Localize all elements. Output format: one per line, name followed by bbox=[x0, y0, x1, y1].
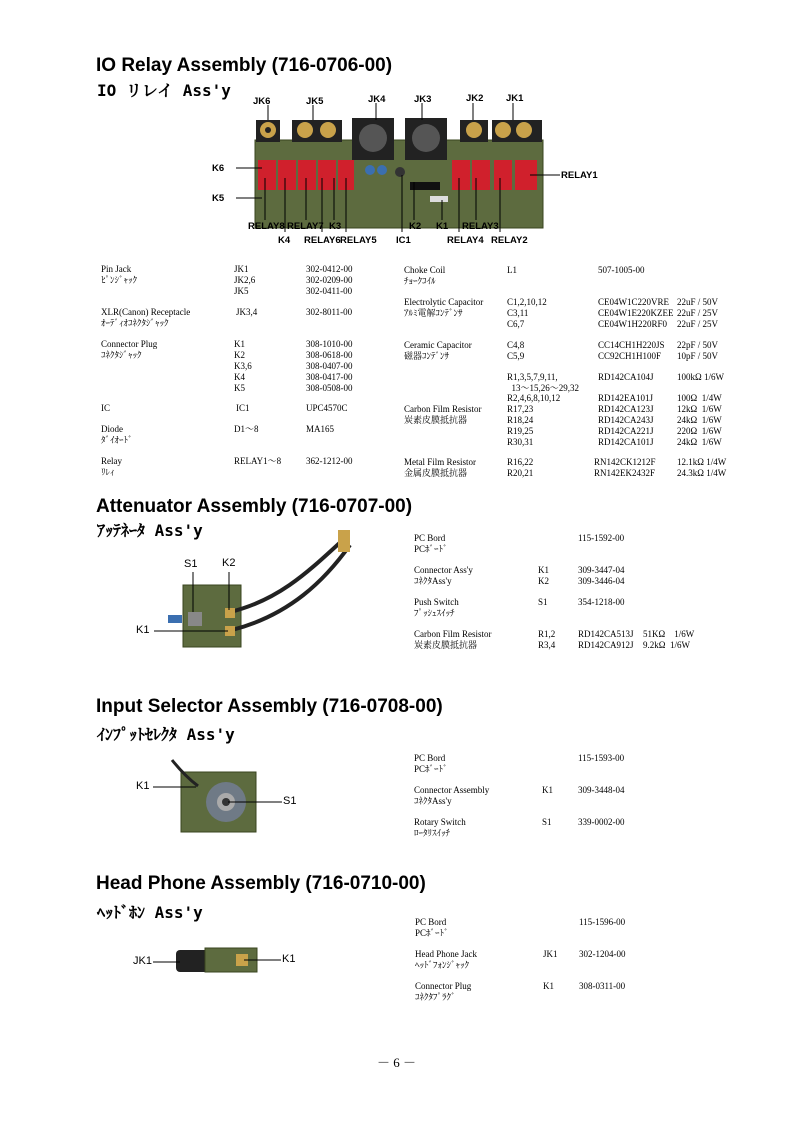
label-relay3: RELAY3 bbox=[462, 221, 499, 232]
label-relay1: RELAY1 bbox=[561, 170, 598, 181]
parts-number: RD142CA513J RD142CA912J bbox=[578, 629, 634, 650]
parts-value: 22pF / 50V 10pF / 50V bbox=[677, 340, 719, 361]
headphone-title: Head Phone Assembly (716-0710-00) bbox=[96, 873, 426, 894]
parts-number: 302-8011-00 bbox=[306, 307, 353, 317]
parts-name: IC bbox=[101, 403, 110, 413]
label-relay7: RELAY7 bbox=[287, 221, 324, 232]
parts-number: 339-0002-00 bbox=[578, 817, 625, 827]
label-k3: K3 bbox=[329, 221, 342, 232]
parts-ref: R1,3,5,7,9,11, 13～15,26～29,32 bbox=[507, 372, 580, 393]
parts-name: Choke Coil ﾁｮｰｸｺｲﾙ bbox=[404, 265, 446, 286]
parts-ref: K1 K2 K3,6 K4 K5 bbox=[234, 339, 252, 393]
parts-name: XLR(Canon) Receptacle ｵｰﾃﾞｨｵｺﾈｸﾀｼﾞｬｯｸ bbox=[101, 307, 191, 328]
parts-name: Rotary Switch ﾛｰﾀﾘｽｲｯﾁ bbox=[414, 817, 466, 838]
page-number: － 6 － bbox=[376, 1055, 416, 1070]
label-jk3: JK3 bbox=[414, 94, 432, 105]
parts-ref: C4,8 C5,9 bbox=[507, 340, 525, 361]
parts-number: 308-1010-00 308-0618-00 308-0407-00 308-0417-00 308-0508-00 bbox=[306, 339, 353, 393]
parts-ref: K1 bbox=[543, 981, 554, 991]
parts-ref: R16,22 R20,21 bbox=[507, 457, 534, 478]
parts-ref: S1 bbox=[538, 597, 548, 607]
label-jk2: JK2 bbox=[466, 93, 484, 104]
parts-value: 12.1kΩ 1/4W 24.3kΩ 1/4W bbox=[677, 457, 727, 478]
label-jk4: JK4 bbox=[368, 94, 386, 105]
parts-number: 308-0311-00 bbox=[579, 981, 626, 991]
parts-name: Carbon Film Resistor 炭素皮膜抵抗器 bbox=[404, 404, 482, 425]
parts-ref: S1 bbox=[542, 817, 552, 827]
label-k2: K2 bbox=[409, 221, 422, 232]
parts-ref: IC1 bbox=[236, 403, 250, 413]
parts-number: 309-3447-04 309-3446-04 bbox=[578, 565, 625, 586]
parts-ref: R1,2 R3,4 bbox=[538, 629, 556, 650]
parts-number: UPC4570C bbox=[306, 403, 348, 413]
parts-name: PC Bord PCﾎﾞｰﾄﾞ bbox=[414, 533, 448, 554]
label-relay8: RELAY8 bbox=[248, 221, 285, 232]
parts-name: Head Phone Jack ﾍｯﾄﾞﾌｫﾝｼﾞｬｯｸ bbox=[415, 949, 477, 970]
parts-name: Carbon Film Resistor 炭素皮膜抵抗器 bbox=[414, 629, 492, 650]
attenuator-subtitle: ｱｯﾃﾈｰﾀ Ass'y bbox=[97, 521, 203, 540]
parts-number: 354-1218-00 bbox=[578, 597, 625, 607]
parts-ref: R2,4,6,8,10,12 R17,23 R18,24 R19,25 R30,31 bbox=[507, 393, 561, 447]
parts-name: PC Bord PCﾎﾞｰﾄﾞ bbox=[414, 753, 448, 774]
label-s1: S1 bbox=[283, 795, 297, 807]
parts-value: 51KΩ 1/6W 9.2kΩ 1/6W bbox=[643, 629, 695, 650]
selector-title: Input Selector Assembly (716-0708-00) bbox=[96, 696, 443, 717]
parts-number: MA165 bbox=[306, 424, 335, 434]
parts-number: 507-1005-00 bbox=[598, 265, 645, 275]
parts-number: 302-1204-00 bbox=[579, 949, 626, 959]
parts-name: Connector Ass'y ｺﾈｸﾀAss'y bbox=[414, 565, 473, 586]
label-s1: S1 bbox=[184, 558, 198, 570]
parts-number: 115-1593-00 bbox=[578, 753, 625, 763]
parts-number: RN142CK1212F RN142EK2432F bbox=[594, 457, 656, 478]
parts-number: 115-1592-00 bbox=[578, 533, 625, 543]
label-relay5: RELAY5 bbox=[340, 235, 377, 246]
parts-number: RD142EA101J RD142CA123J RD142CA243J RD142CA221J RD142CA101J bbox=[598, 393, 654, 447]
parts-name: Push Switch ﾌﾟｯｼｭｽｲｯﾁ bbox=[414, 597, 459, 618]
parts-number: 115-1596-00 bbox=[579, 917, 626, 927]
label-k1: K1 bbox=[282, 953, 296, 965]
parts-ref: JK1 JK2,6 JK5 bbox=[234, 264, 256, 296]
headphone-subtitle: ﾍｯﾄﾞﾎﾝ Ass'y bbox=[97, 903, 203, 922]
parts-number: RD142CA104J bbox=[598, 372, 654, 382]
label-relay2: RELAY2 bbox=[491, 235, 528, 246]
label-k4: K4 bbox=[278, 235, 291, 246]
label-jk1: JK1 bbox=[506, 93, 524, 104]
parts-ref: C1,2,10,12 C3,11 C6,7 bbox=[507, 297, 547, 329]
label-k1: K1 bbox=[436, 221, 449, 232]
parts-ref: RELAY1～8 bbox=[234, 456, 282, 466]
label-jk5: JK5 bbox=[306, 96, 324, 107]
label-ic1: IC1 bbox=[396, 235, 411, 246]
parts-value: 100Ω 1/4W 12kΩ 1/6W 24kΩ 1/6W 220Ω 1/6W 24kΩ 1/6W bbox=[677, 393, 722, 447]
parts-number: 362-1212-00 bbox=[306, 456, 353, 466]
label-relay4: RELAY4 bbox=[447, 235, 484, 246]
parts-number: 309-3448-04 bbox=[578, 785, 625, 795]
relay-title: IO Relay Assembly (716-0706-00) bbox=[96, 55, 393, 76]
selector-subtitle: ｲﾝﾌﾟｯﾄｾﾚｸﾀ Ass'y bbox=[97, 725, 235, 744]
parts-name: PC Bord PCﾎﾞｰﾄﾞ bbox=[415, 917, 449, 938]
label-jk1: JK1 bbox=[133, 955, 152, 967]
parts-name: Relay ﾘﾚｨ bbox=[101, 456, 122, 477]
attenuator-title: Attenuator Assembly (716-0707-00) bbox=[96, 496, 413, 517]
label-relay6: RELAY6 bbox=[304, 235, 341, 246]
label-k1: K1 bbox=[136, 780, 150, 792]
parts-value: 100kΩ 1/6W bbox=[677, 372, 724, 382]
parts-name: Connector Plug ｺﾈｸﾀｼﾞｬｯｸ bbox=[101, 339, 158, 360]
parts-ref: K1 K2 bbox=[538, 565, 549, 586]
parts-name: Ceramic Capacitor 磁器ｺﾝﾃﾞﾝｻ bbox=[404, 340, 472, 361]
parts-ref: JK3,4 bbox=[236, 307, 258, 317]
parts-number: CC14CH1H220JS CC92CH1H100F bbox=[598, 340, 665, 361]
parts-name: Diode ﾀﾞｲｵｰﾄﾞ bbox=[101, 424, 133, 445]
relay-subtitle: IO リレイ Ass'y bbox=[97, 81, 231, 100]
label-k6: K6 bbox=[212, 163, 225, 174]
parts-name: Metal Film Resistor 金属皮膜抵抗器 bbox=[404, 457, 476, 478]
parts-name: Connector Assembly ｺﾈｸﾀAss'y bbox=[414, 785, 490, 806]
parts-ref: K1 bbox=[542, 785, 553, 795]
parts-value: 22uF / 50V 22uF / 25V 22uF / 25V bbox=[677, 297, 719, 329]
parts-name: Connector Plug ｺﾈｸﾀﾌﾟﾗｸﾞ bbox=[415, 981, 472, 1002]
parts-name: Pin Jack ﾋﾟﾝｼﾞｬｯｸ bbox=[101, 264, 138, 285]
parts-number: CE04W1C220VRE CE04W1E220KZEE CE04W1H220RF0 bbox=[598, 297, 674, 329]
label-k1: K1 bbox=[136, 624, 150, 636]
parts-ref: D1～8 bbox=[234, 424, 259, 434]
label-k2: K2 bbox=[222, 557, 236, 569]
parts-ref: JK1 bbox=[543, 949, 558, 959]
label-k5: K5 bbox=[212, 193, 225, 204]
parts-number: 302-0412-00 302-0209-00 302-0411-00 bbox=[306, 264, 353, 296]
label-jk6: JK6 bbox=[253, 96, 271, 107]
parts-name: Electrolytic Capacitor ｱﾙﾐ電解ｺﾝﾃﾞﾝｻ bbox=[404, 297, 484, 318]
parts-ref: L1 bbox=[507, 265, 517, 275]
